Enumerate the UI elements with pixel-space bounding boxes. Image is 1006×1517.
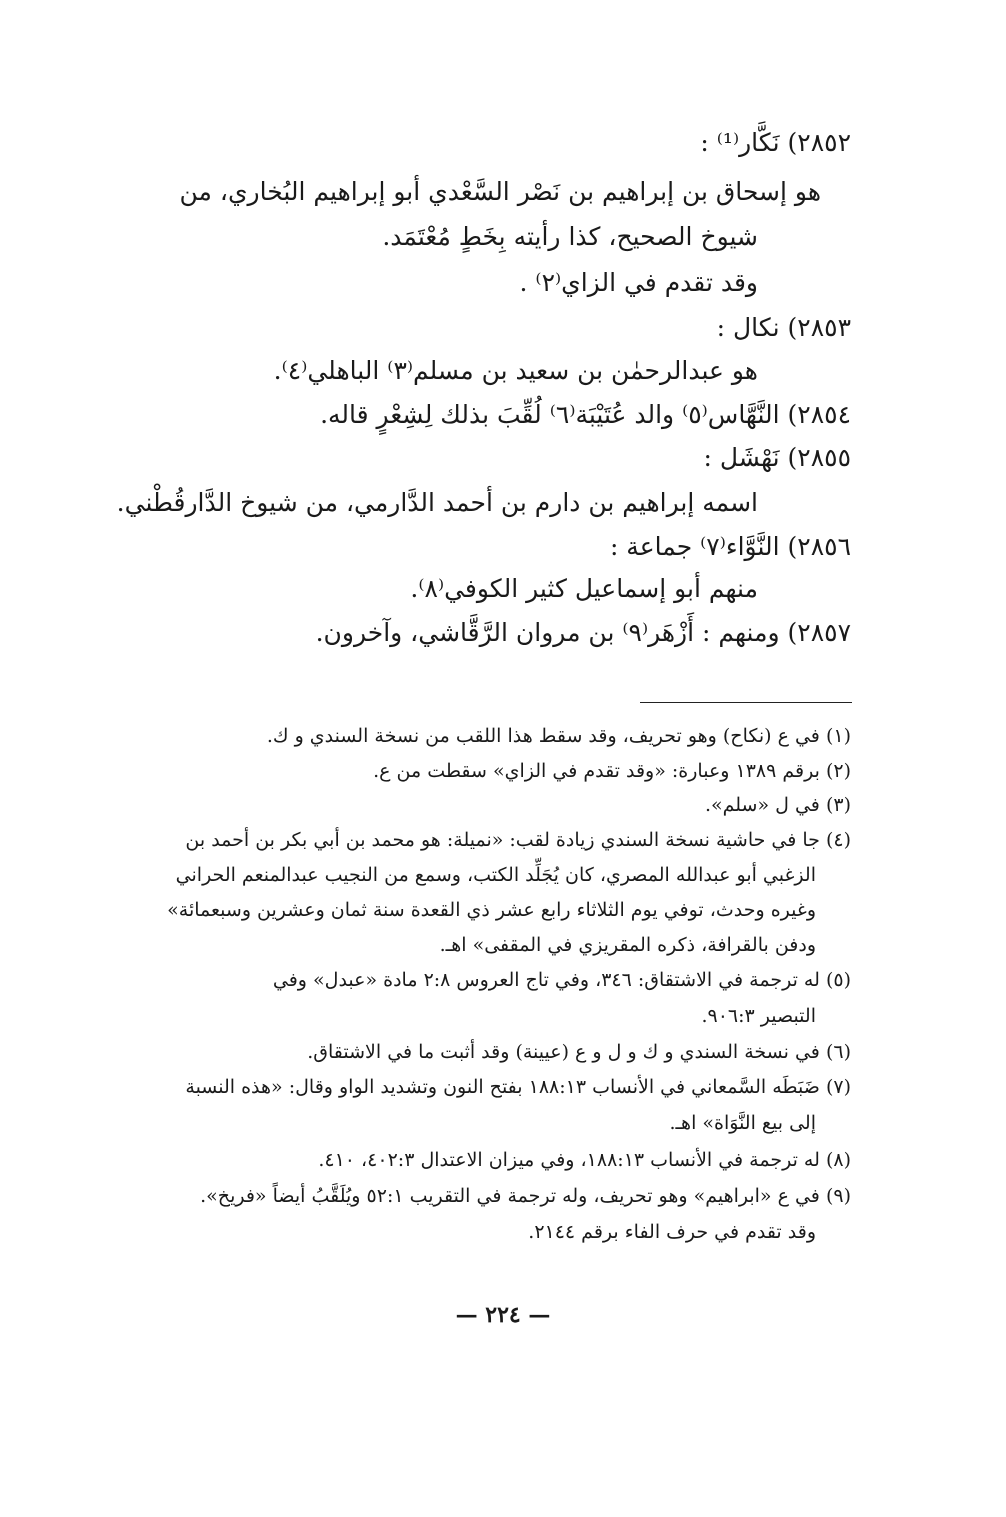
entry-2856 <box>610 532 851 561</box>
footnote-continuation: التبصير ٩٠٦:٣. <box>701 1005 816 1027</box>
entry-number: ٢٨٥٥) <box>787 443 851 472</box>
entry-heading: نكال : <box>716 313 780 342</box>
footnote-number: (٧) <box>825 1076 851 1098</box>
footnote-text: له ترجمة في الاشتقاق: ٣٤٦، وفي تاج العروس ٢:٨ مادة «عبدل» وفي <box>272 969 820 991</box>
entry-text: شيوخ الصحيح، كذا رأيته بِخَطٍ مُعْتَمَد. <box>382 222 758 251</box>
footnote-continuation: إلى بيع النَّوَاة» اهـ. <box>669 1112 816 1134</box>
footnote-text: في ع (نكاح) وهو تحريف، وقد سقط هذا اللقب من نسخة السندي و ك. <box>266 725 820 747</box>
footnote-continuation: وقد تقدم في حرف الفاء برقم ٢١٤٤. <box>528 1221 816 1243</box>
entry-heading: النَّهَّاس⁽٥⁾ والد عُتَيْبَة⁽٦⁾ لُقِّبَ بذلك لِشِعْرٍ قاله. <box>320 400 780 429</box>
footnote-number: (٩) <box>825 1185 851 1207</box>
footnote-8 <box>318 1149 851 1171</box>
entry-number: ٢٨٥٢) <box>787 128 851 157</box>
footnote-2 <box>373 760 851 782</box>
entry-text: اسمه إبراهيم بن دارم بن أحمد الدَّارمي، من شيوخ الدَّارقُطْني. <box>116 488 758 517</box>
footnote-3 <box>705 794 851 816</box>
footnote-4 <box>185 829 851 851</box>
footnote-9 <box>200 1185 851 1207</box>
footnote-number: (٢) <box>825 760 851 782</box>
entry-2857 <box>316 618 851 647</box>
entry-number: ٢٨٥٧) <box>787 618 851 647</box>
footnote-number: (٦) <box>825 1041 851 1063</box>
footnote-number: (٣) <box>825 794 851 816</box>
footnote-continuation: ودفن بالقرافة، ذكره المقريزي في المقفى» اهـ. <box>439 934 816 956</box>
footnote-continuation: الزغبي أبو عبدالله المصري، كان يُجَلِّد الكتب، وسمع من النجيب عبدالمنعم الحراني <box>175 864 816 886</box>
entry-heading: نَهْشَل : <box>703 443 780 472</box>
footnote-separator <box>640 702 852 703</box>
page-number: — ٢٢٤ — <box>455 1302 551 1328</box>
footnote-text: جا في حاشية نسخة السندي زيادة لقب: «نميلة: هو محمد بن أبي بكر بن أحمد بن <box>185 829 820 851</box>
entry-heading: نَكَّار⁽¹⁾ : <box>700 128 780 157</box>
entry-heading: ومنهم : أَزْهَر⁽٩⁾ بن مروان الرَّقَّاشي، وآخرون. <box>315 618 780 647</box>
footnote-text: له ترجمة في الأنساب ١٨٨:١٣، وفي ميزان الاعتدال ٤٠٢:٣، ٤١٠. <box>318 1149 820 1171</box>
footnote-number: (٤) <box>825 829 851 851</box>
entry-heading: النَّوَّاء⁽٧⁾ جماعة : <box>609 532 780 561</box>
footnote-text: في ع «ابراهيم» وهو تحريف، وله ترجمة في التقريب ٥٢:١ ويُلَقَّبُ أيضاً «فريخ». <box>200 1185 820 1207</box>
entry-2854 <box>320 400 851 429</box>
entry-text: منهم أبو إسماعيل كثير الكوفي⁽٨⁾. <box>410 574 758 603</box>
entry-2855 <box>703 443 851 472</box>
footnote-6 <box>307 1041 851 1063</box>
footnote-text: في نسخة السندي و ك و ل و ع (عيينة) وقد أثبت ما في الاشتقاق. <box>307 1041 820 1063</box>
entry-number: ٢٨٥٣) <box>787 313 851 342</box>
footnote-number: (٥) <box>825 969 851 991</box>
footnote-1 <box>267 725 851 747</box>
entry-2853 <box>717 313 851 342</box>
footnote-text: في ل «سلم». <box>704 794 820 816</box>
footnote-number: (٨) <box>825 1149 851 1171</box>
entry-number: ٢٨٥٦) <box>787 532 851 561</box>
footnote-number: (١) <box>825 725 851 747</box>
footnote-7 <box>185 1076 851 1098</box>
footnote-text: ضَبَطَه السَّمعاني في الأنساب ١٨٨:١٣ بفتح النون وتشديد الواو وقال: «هذه النسبة <box>185 1076 820 1098</box>
footnote-5 <box>273 969 851 991</box>
entry-2852 <box>700 128 851 157</box>
entry-text: وقد تقدم في الزاي⁽٢⁾ . <box>519 268 758 297</box>
footnote-text: برقم ١٣٨٩ وعبارة: «وقد تقدم في الزاي» سقطت من ع. <box>373 760 820 782</box>
entry-number: ٢٨٥٤) <box>787 400 851 429</box>
entry-text: هو عبدالرحمٰن بن سعيد بن مسلم⁽٣⁾ الباهلي⁽٤⁾. <box>273 356 758 385</box>
entry-text: هو إسحاق بن إبراهيم بن نَصْر السَّعْدي أبو إبراهيم البُخاري، من <box>179 177 821 206</box>
footnote-continuation: وغيره وحدث، توفي يوم الثلاثاء رابع عشر ذي القعدة سنة ثمان وعشرين وسبعمائة» <box>167 899 816 921</box>
